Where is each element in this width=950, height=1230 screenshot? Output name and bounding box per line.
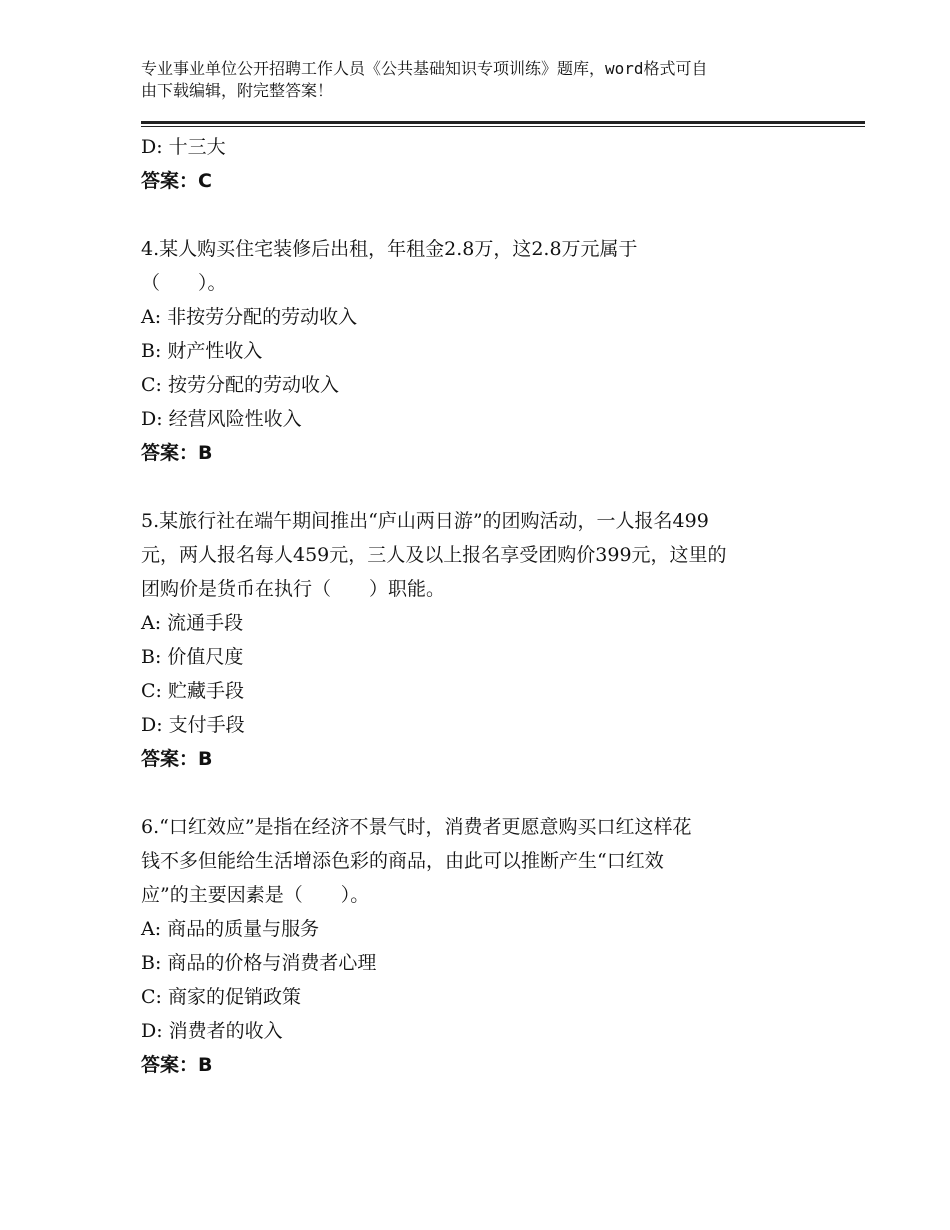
question-3-tail: [141, 130, 821, 198]
option-c: C: 按劳分配的劳动收入: [141, 374, 339, 396]
document-body: [141, 130, 821, 1082]
question-stem-line: 4.某人购买住宅装修后出租，年租金2.8万，这2.8万元属于: [141, 238, 638, 260]
question-6: [141, 810, 821, 1082]
option-d: D: 经营风险性收入: [141, 408, 302, 430]
option-c: C: 贮藏手段: [141, 680, 244, 702]
question-5: [141, 504, 821, 776]
header-line-1: 专业事业单位公开招聘工作人员《公共基础知识专项训练》题库，word格式可自: [141, 59, 708, 78]
answer-line: 答案：C: [141, 170, 212, 192]
option-a: A: 流通手段: [141, 612, 244, 634]
question-stem-line: 应”的主要因素是（ ）。: [141, 884, 370, 906]
spacer: [141, 776, 821, 810]
option-b: B: 财产性收入: [141, 340, 263, 362]
option-c: C: 商家的促销政策: [141, 986, 301, 1008]
header-rule-thin: [141, 126, 865, 127]
header-rule-thick: [141, 121, 865, 124]
question-4: [141, 232, 821, 470]
spacer: [141, 470, 821, 504]
document-header: [141, 58, 821, 102]
header-line-2: 由下载编辑，附完整答案！: [141, 81, 334, 100]
question-stem-line: 团购价是货币在执行（ ）职能。: [141, 578, 446, 600]
option-b: B: 商品的价格与消费者心理: [141, 952, 377, 974]
question-stem-line: 6.“口红效应”是指在经济不景气时，消费者更愿意购买口红这样花: [141, 816, 692, 838]
option-a: A: 商品的质量与服务: [141, 918, 320, 940]
option-a: A: 非按劳分配的劳动收入: [141, 306, 358, 328]
answer-line: 答案：B: [141, 442, 213, 464]
option-d: D: 支付手段: [141, 714, 245, 736]
option-b: B: 价值尺度: [141, 646, 244, 668]
question-stem-line: 元，两人报名每人459元，三人及以上报名享受团购价399元，这里的: [141, 544, 727, 566]
answer-line: 答案：B: [141, 748, 213, 770]
answer-line: 答案：B: [141, 1054, 213, 1076]
question-stem-line: （ ）。: [141, 272, 227, 294]
option-d: D: 消费者的收入: [141, 1020, 283, 1042]
question-stem-line: 5.某旅行社在端午期间推出“庐山两日游”的团购活动，一人报名499: [141, 510, 709, 532]
question-stem-line: 钱不多但能给生活增添色彩的商品，由此可以推断产生“口红效: [141, 850, 664, 872]
option-d: D: 十三大: [141, 136, 226, 158]
spacer: [141, 198, 821, 232]
